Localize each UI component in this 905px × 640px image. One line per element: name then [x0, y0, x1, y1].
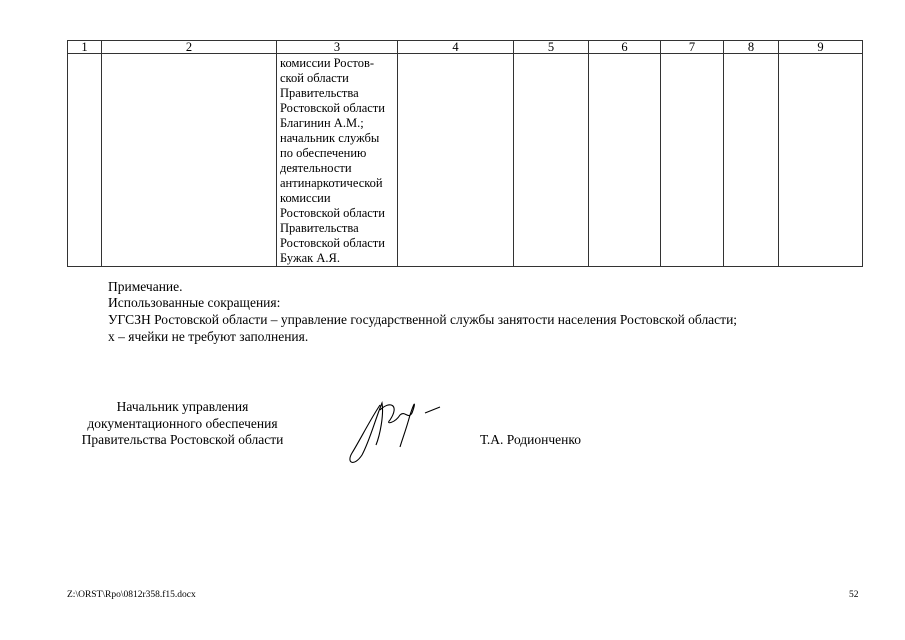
- handwritten-signature: [340, 385, 450, 470]
- col-header: 3: [277, 41, 398, 54]
- note-line: УГСЗН Ростовской области – управление государственной службы занятости населения Ростовской области;: [108, 312, 738, 327]
- table-row: [68, 54, 863, 267]
- signatory-position: Начальник управления документационного обеспечения Правительства Ростовской области: [81, 399, 284, 447]
- col-header: 7: [661, 41, 724, 54]
- col-header: 6: [589, 41, 661, 54]
- continuation-table: [67, 40, 863, 267]
- col-header: 1: [68, 41, 102, 54]
- col-header: 2: [102, 41, 277, 54]
- col-header: 4: [398, 41, 514, 54]
- file-path: Z:\ORST\Rpo\0812r358.f15.docx: [67, 590, 196, 600]
- note-line: х – ячейки не требуют заполнения.: [108, 329, 309, 344]
- page-number: 52: [849, 590, 859, 600]
- signatory-name: Т.А. Родионченко: [480, 432, 581, 447]
- header-row: [68, 41, 863, 54]
- col-header: 5: [514, 41, 589, 54]
- responsible-cell: комиссии Ростов- ской области Правительства Ростовской области Благинин А.М.; начальник службы по обеспечению деятельности антинаркотической комиссии Ростовской области Правительства Ростовской области Бужак А.Я.: [277, 54, 398, 267]
- col-header: 8: [724, 41, 779, 54]
- note-title: Примечание.: [108, 279, 183, 294]
- note-line: Использованные сокращения:: [108, 295, 281, 310]
- col-header: 9: [779, 41, 863, 54]
